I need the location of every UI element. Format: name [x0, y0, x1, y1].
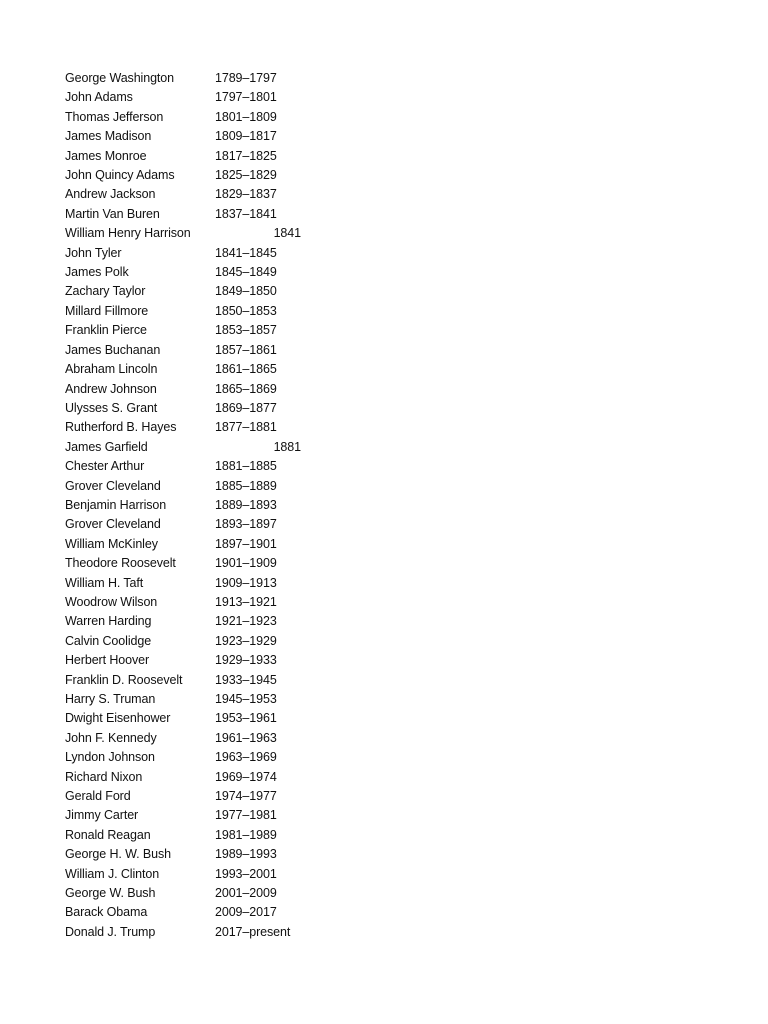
term-years: 1897–1901 [215, 536, 277, 551]
president-name: Franklin D. Roosevelt [65, 672, 183, 687]
list-item [65, 554, 365, 573]
president-name: Andrew Jackson [65, 187, 156, 202]
list-item [65, 282, 365, 301]
list-item [65, 477, 365, 496]
president-name: Donald J. Trump [65, 924, 156, 939]
list-item [65, 108, 365, 127]
president-name: James Garfield [65, 439, 148, 454]
term-years: 1913–1921 [215, 594, 277, 609]
president-name: John Adams [65, 90, 133, 105]
term-years: 1993–2001 [215, 866, 277, 881]
president-name: Zachary Taylor [65, 284, 146, 299]
president-name: John Tyler [65, 245, 122, 260]
term-years: 1801–1809 [215, 109, 277, 124]
term-years: 1945–1953 [215, 692, 277, 706]
president-name: William H. Taft [65, 575, 144, 590]
list-item [65, 729, 365, 748]
list-item [65, 321, 365, 340]
term-years: 1789–1797 [215, 71, 277, 85]
term-years: 1977–1981 [215, 808, 277, 823]
term-years: 1841–1845 [215, 245, 277, 260]
term-years: 1889–1893 [215, 497, 277, 512]
list-item [65, 574, 365, 593]
list-item [65, 826, 365, 845]
term-years: 1797–1801 [215, 90, 277, 105]
president-name: Benjamin Harrison [65, 497, 167, 512]
list-item [65, 806, 365, 825]
president-name: James Monroe [65, 148, 147, 163]
list-item [65, 147, 365, 166]
president-name: George W. Bush [65, 886, 156, 901]
president-name: Harry S. Truman [65, 692, 156, 706]
list-item [65, 302, 365, 321]
president-name: Thomas Jefferson [65, 109, 164, 124]
list-item [65, 923, 365, 942]
list-item [65, 787, 365, 806]
list-item [65, 515, 365, 534]
president-name: Calvin Coolidge [65, 633, 152, 648]
list-item [65, 185, 365, 204]
term-years: 1817–1825 [215, 148, 277, 163]
list-item [65, 166, 365, 185]
list-item [65, 632, 365, 651]
term-years: 2009–2017 [215, 905, 277, 920]
president-name: Barack Obama [65, 905, 148, 920]
term-years: 1921–1923 [215, 614, 277, 629]
president-name: John F. Kennedy [65, 730, 157, 745]
list-item [65, 244, 365, 263]
president-name: Chester Arthur [65, 459, 145, 474]
list-item [65, 418, 365, 437]
term-years: 1989–1993 [215, 847, 277, 862]
term-years: 1881 [273, 439, 301, 454]
president-name: Abraham Lincoln [65, 362, 158, 377]
term-years: 1933–1945 [215, 672, 277, 687]
term-years: 1869–1877 [215, 400, 277, 415]
president-name: Martin Van Buren [65, 206, 160, 221]
term-years: 1881–1885 [215, 459, 277, 474]
term-years: 1829–1837 [215, 187, 277, 202]
term-years: 1929–1933 [215, 653, 277, 668]
president-name: William Henry Harrison [65, 226, 191, 241]
term-years: 2001–2009 [215, 886, 277, 901]
term-years: 1909–1913 [215, 575, 277, 590]
president-name: John Quincy Adams [65, 168, 175, 183]
president-name: Jimmy Carter [65, 808, 139, 823]
list-item [65, 709, 365, 728]
term-years: 1861–1865 [215, 362, 277, 377]
term-years: 1857–1861 [215, 342, 277, 357]
president-name: James Madison [65, 129, 152, 144]
list-item [65, 69, 365, 88]
term-years: 1853–1857 [215, 323, 277, 338]
list-item [65, 263, 365, 282]
list-item [65, 884, 365, 903]
list-item [65, 845, 365, 864]
list-item [65, 748, 365, 767]
president-name: Grover Cleveland [65, 517, 161, 532]
term-years: 1969–1974 [215, 769, 277, 784]
term-years: 1961–1963 [215, 730, 277, 745]
list-item [65, 399, 365, 418]
list-item [65, 593, 365, 612]
list-item [65, 88, 365, 107]
list-item [65, 865, 365, 884]
term-years: 1923–1929 [215, 633, 277, 648]
list-item [65, 127, 365, 146]
president-name: William McKinley [65, 536, 158, 551]
president-name: William J. Clinton [65, 866, 160, 881]
term-years: 1953–1961 [215, 711, 277, 726]
term-years: 1974–1977 [215, 789, 277, 804]
president-name: Lyndon Johnson [65, 750, 155, 765]
term-years: 1963–1969 [215, 750, 277, 765]
list-item [65, 612, 365, 631]
term-years: 1841 [273, 226, 301, 241]
list-item [65, 690, 365, 709]
president-name: Gerald Ford [65, 789, 131, 804]
list-item [65, 457, 365, 476]
term-years: 1849–1850 [215, 284, 277, 299]
term-years: 1825–1829 [215, 168, 277, 183]
president-name: Dwight Eisenhower [65, 711, 171, 726]
president-name: Theodore Roosevelt [65, 556, 176, 571]
president-name: George H. W. Bush [65, 847, 171, 862]
president-name: James Buchanan [65, 342, 161, 357]
list-item [65, 438, 365, 457]
president-name: George Washington [65, 71, 175, 85]
presidents-list [65, 69, 365, 942]
term-years: 1809–1817 [215, 129, 277, 144]
president-name: Millard Fillmore [65, 303, 149, 318]
list-item [65, 903, 365, 922]
list-item [65, 341, 365, 360]
term-years: 1877–1881 [215, 420, 277, 435]
list-item [65, 380, 365, 399]
list-item [65, 768, 365, 787]
president-name: Warren Harding [65, 614, 152, 629]
list-item [65, 496, 365, 515]
list-item [65, 360, 365, 379]
president-name: Richard Nixon [65, 769, 143, 784]
term-years: 1865–1869 [215, 381, 277, 396]
president-name: Ulysses S. Grant [65, 400, 158, 415]
list-item [65, 224, 365, 243]
list-item [65, 671, 365, 690]
term-years: 1893–1897 [215, 517, 277, 532]
term-years: 1845–1849 [215, 265, 277, 280]
list-item [65, 535, 365, 554]
president-name: Grover Cleveland [65, 478, 161, 493]
term-years: 1981–1989 [215, 827, 277, 842]
term-years: 1850–1853 [215, 303, 277, 318]
term-years: 1885–1889 [215, 478, 277, 493]
president-name: James Polk [65, 265, 129, 280]
term-years: 2017–present [215, 924, 291, 939]
president-name: Rutherford B. Hayes [65, 420, 177, 435]
list-item [65, 651, 365, 670]
list-item [65, 205, 365, 224]
president-name: Andrew Johnson [65, 381, 157, 396]
term-years: 1901–1909 [215, 556, 277, 571]
president-name: Woodrow Wilson [65, 594, 158, 609]
president-name: Herbert Hoover [65, 653, 150, 668]
term-years: 1837–1841 [215, 206, 277, 221]
president-name: Franklin Pierce [65, 323, 147, 338]
president-name: Ronald Reagan [65, 827, 151, 842]
